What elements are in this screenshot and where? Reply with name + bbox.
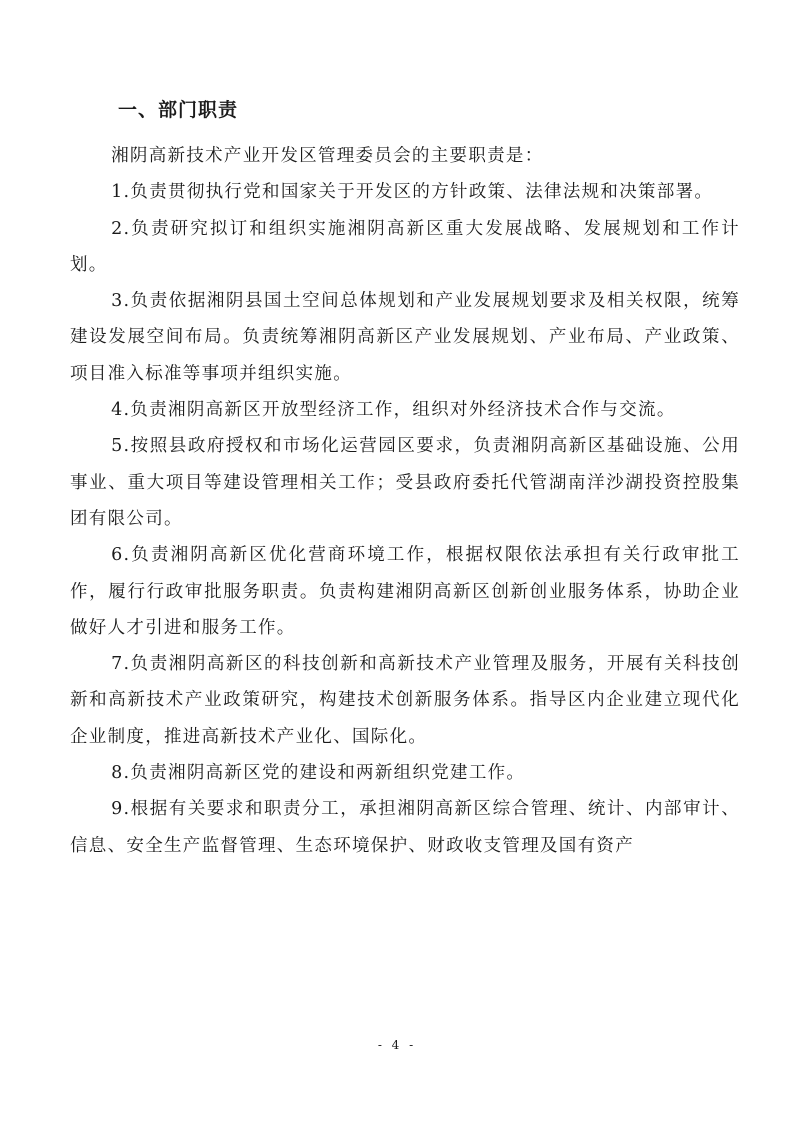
duty-item-6: 6.负责湘阴高新区优化营商环境工作，根据权限依法承担有关行政审批工作，履行行政审批服务职责。负责构建湘阴高新区创新创业服务体系，协助企业做好人才引进和服务工作。 [70, 545, 740, 638]
section-heading: 一、部门职责 [118, 99, 239, 121]
duty-item-8: 8.负责湘阴高新区党的建设和两新组织党建工作。 [111, 763, 526, 784]
duty-item-1: 1.负责贯彻执行党和国家关于开发区的方针政策、法律法规和决策部署。 [111, 182, 714, 203]
duty-item-3: 3.负责依据湘阴县国土空间总体规划和产业发展规划要求及相关权限，统筹建设发展空间布局。负责统筹湘阴高新区产业发展规划、产业布局、产业政策、项目准入标准等事项并组织实施。 [70, 291, 740, 384]
duty-item-2: 2.负责研究拟订和组织实施湘阴高新区重大发展战略、发展规划和工作计划。 [70, 218, 740, 275]
duty-item-7: 7.负责湘阴高新区的科技创新和高新技术产业管理及服务，开展有关科技创新和高新技术产业政策研究，构建技术创新服务体系。指导区内企业建立现代化企业制度，推进高新技术产业化、国际化。 [70, 654, 740, 747]
duty-item-5: 5.按照县政府授权和市场化运营园区要求，负责湘阴高新区基础设施、公用事业、重大项目等建设管理相关工作；受县政府委托代管湖南洋沙湖投资控股集团有限公司。 [70, 436, 740, 529]
page-number: - 4 - [377, 1038, 417, 1052]
intro-paragraph: 湘阴高新技术产业开发区管理委员会的主要职责是： [111, 146, 544, 166]
document-body [70, 138, 740, 864]
duty-item-4: 4.负责湘阴高新区开放型经济工作，组织对外经济技术合作与交流。 [111, 400, 676, 421]
duty-item-9: 9.根据有关要求和职责分工，承担湘阴高新区综合管理、统计、内部审计、信息、安全生产监督管理、生态环境保护、财政收支管理及国有资产 [70, 799, 740, 856]
